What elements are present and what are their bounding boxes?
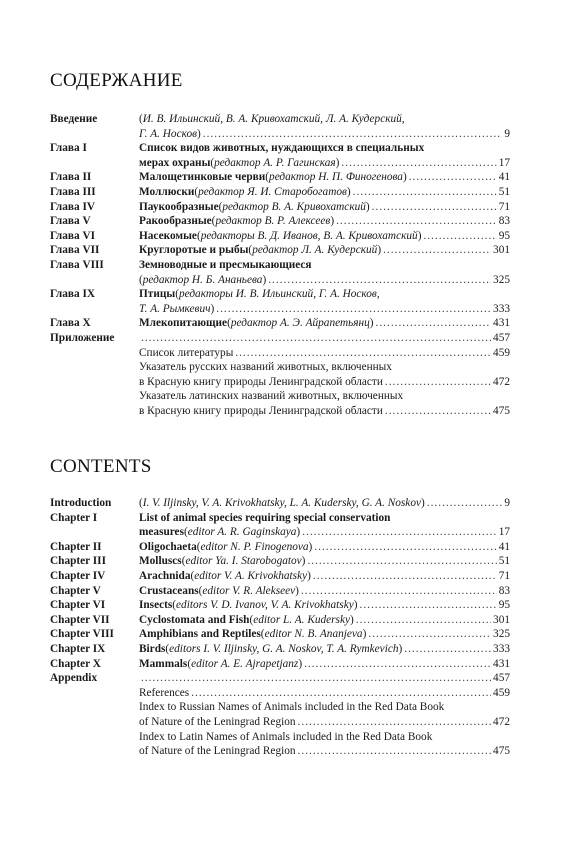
- entry-title: Моллюски: [139, 185, 195, 198]
- toc-entry: [0, 243, 588, 258]
- entry-title: List of animal species requiring special conservation: [139, 511, 391, 524]
- dot-leader: [423, 229, 496, 244]
- entry-text-segment: ): [301, 555, 306, 568]
- page-number: 472: [493, 375, 510, 388]
- toc-russian: [0, 112, 588, 418]
- dot-leader: [216, 302, 491, 317]
- page-number: 83: [498, 584, 510, 597]
- entry-text: [139, 686, 510, 701]
- entry-editor: редактор Н. Б. Ананьева: [142, 273, 263, 286]
- entry-text-segment: (: [183, 526, 188, 539]
- dot-leader: [409, 170, 497, 185]
- entry-text: [139, 584, 510, 599]
- dot-leader: [191, 686, 491, 701]
- chapter-label: Глава IV: [50, 200, 96, 213]
- entry-text-segment: ): [365, 200, 370, 213]
- entry-text-segment: (: [248, 244, 253, 257]
- entry-text-segment: ): [402, 171, 407, 184]
- entry-text: [139, 243, 510, 258]
- entry-text-segment: of Nature of the Leningrad Region: [139, 715, 296, 728]
- toc-entry: [0, 627, 588, 642]
- entry-text: [139, 554, 510, 569]
- chapter-label: Appendix: [50, 672, 98, 685]
- dot-leader: [268, 273, 491, 288]
- chapter-label: Глава V: [50, 215, 91, 228]
- entry-text-segment: ): [417, 229, 422, 242]
- entry-text-segment: (: [165, 642, 170, 655]
- entry-text-segment: (: [227, 317, 231, 330]
- dot-leader: [203, 127, 503, 142]
- page-number: 457: [493, 672, 510, 685]
- entry-text-segment: (: [181, 555, 186, 568]
- entry-editor: editor N. P. Finogenova: [200, 540, 309, 553]
- entry-text: [139, 316, 510, 331]
- entry-text: [139, 360, 510, 375]
- page-number: 9: [504, 497, 510, 509]
- page-number: 301: [493, 244, 510, 257]
- page-number: 475: [493, 404, 510, 417]
- entry-editor: редактор Л. А. Кудерский: [252, 244, 378, 257]
- entry-title: Arachnida: [139, 569, 191, 582]
- entry-editor: редактор А. Р. Гагинская: [214, 156, 336, 169]
- entry-editor: редактор Н. П. Финогенова: [269, 171, 403, 184]
- toc-entry: [0, 642, 588, 657]
- entry-title: measures: [139, 526, 184, 539]
- entry-text: [139, 200, 510, 215]
- page-number: 431: [493, 657, 510, 670]
- dot-leader: [336, 214, 497, 229]
- page-number: 17: [498, 156, 510, 169]
- chapter-label: Chapter X: [50, 657, 101, 670]
- toc-entry: [0, 375, 588, 390]
- entry-text: [139, 331, 510, 346]
- entry-editor: редактор В. Р. Алексеев: [215, 215, 331, 228]
- entry-text: [139, 170, 510, 185]
- entry-text-segment: ): [210, 302, 215, 315]
- dot-leader: [353, 185, 497, 200]
- entry-editor: Т. А. Рымкевич: [139, 302, 211, 315]
- toc-entry: [0, 331, 588, 346]
- entry-text: [139, 346, 510, 361]
- entry-text: [139, 525, 510, 540]
- entry-text: [139, 287, 510, 302]
- page-number: 457: [493, 331, 510, 344]
- entry-text-segment: (: [194, 185, 199, 198]
- entry-text-segment: ): [308, 540, 313, 553]
- entry-editor: editors V. D. Ivanov, V. A. Krivokhatsky: [176, 599, 354, 612]
- toc-entry: [0, 569, 588, 584]
- chapter-label: Chapter VII: [50, 613, 110, 626]
- entry-title: Cyclostomata and Fish: [139, 613, 250, 626]
- entry-editor: И. В. Ильинский, В. А. Кривохатский, Л. А. Кудерский,: [142, 113, 405, 125]
- chapter-label: Глава I: [50, 142, 87, 155]
- dot-leader: [301, 584, 497, 599]
- page-number: 475: [493, 745, 510, 758]
- chapter-label: Введение: [50, 113, 98, 125]
- dot-leader: [313, 569, 497, 584]
- chapter-label: Chapter I: [50, 511, 98, 524]
- entry-text-segment: (: [198, 584, 203, 597]
- entry-text-segment: ): [296, 526, 301, 539]
- entry-text-segment: (: [139, 497, 143, 509]
- entry-text: [139, 258, 510, 273]
- page-number: 301: [493, 613, 510, 626]
- dot-leader: [404, 642, 491, 657]
- entry-text-segment: (: [218, 200, 223, 213]
- entry-text-segment: ): [298, 657, 303, 670]
- entry-text: [139, 598, 510, 613]
- dot-leader: [235, 346, 491, 361]
- toc-entry: [0, 214, 588, 229]
- page-number: 325: [493, 628, 510, 641]
- chapter-label: Глава VI: [50, 229, 96, 242]
- entry-editor: I. V. Iljinsky, V. A. Krivokhatsky, L. A. Kudersky, G. A. Noskov: [142, 497, 421, 509]
- entry-text-segment: ): [262, 273, 267, 286]
- entry-editor: редактор В. А. Кривохатский: [222, 200, 366, 213]
- chapter-label: Глава VII: [50, 244, 100, 257]
- entry-text-segment: (: [139, 113, 143, 125]
- entry-text: [139, 613, 510, 628]
- dot-leader: [298, 744, 492, 759]
- toc-entry: [0, 141, 588, 156]
- dot-leader: [385, 375, 491, 390]
- entry-text-segment: ): [377, 244, 382, 257]
- entry-editor: editor V. A. Krivokhatsky: [194, 569, 308, 582]
- page-number: 41: [498, 171, 510, 184]
- entry-text: [139, 657, 510, 672]
- dot-leader: [141, 671, 491, 686]
- entry-text-segment: ): [307, 569, 311, 582]
- chapter-label: Chapter V: [50, 584, 101, 597]
- toc-entry: [0, 554, 588, 569]
- chapter-label: Chapter III: [50, 555, 106, 568]
- toc-entry: [0, 404, 588, 419]
- entry-text: [139, 715, 510, 730]
- entry-title: Земноводные и пресмыкающиеся: [139, 258, 312, 271]
- toc-entry: [0, 715, 588, 730]
- entry-text: [139, 744, 510, 759]
- chapter-label: Глава IX: [50, 288, 96, 301]
- entry-text-segment: ): [398, 642, 403, 655]
- toc-heading-english: CONTENTS: [50, 456, 152, 477]
- entry-text-segment: (: [196, 229, 201, 242]
- page-number: 95: [498, 229, 510, 242]
- entry-editor: editor A. R. Gaginskaya: [187, 526, 297, 539]
- page-number: 325: [493, 273, 510, 286]
- chapter-label: Chapter VIII: [50, 628, 114, 641]
- toc-entry: [0, 671, 588, 686]
- page-number: 83: [498, 215, 510, 228]
- dot-leader: [341, 156, 496, 171]
- entry-editor: редактор А. Э. Айрапетьянц: [230, 317, 370, 330]
- entry-text: [139, 375, 510, 390]
- chapter-label: Глава II: [50, 171, 92, 184]
- page-number: 333: [493, 302, 510, 315]
- entry-title: Mammals: [139, 657, 188, 670]
- entry-text: [139, 540, 510, 555]
- toc-entry: [0, 730, 588, 745]
- toc-entry: [0, 112, 588, 127]
- toc-entry: [0, 700, 588, 715]
- entry-title: Insects: [139, 599, 173, 612]
- toc-entry: [0, 127, 588, 142]
- toc-entry: [0, 540, 588, 555]
- dot-leader: [304, 657, 491, 672]
- entry-text: [139, 627, 510, 642]
- chapter-label: Глава VIII: [50, 258, 104, 271]
- toc-entry: [0, 185, 588, 200]
- toc-entry: [0, 302, 588, 317]
- entry-text-segment: в Красную книгу природы Ленинградской области: [139, 404, 383, 417]
- toc-entry: [0, 657, 588, 672]
- page-number: 71: [498, 569, 510, 582]
- entry-text-segment: ): [421, 497, 425, 509]
- entry-text: [139, 141, 510, 156]
- toc-entry: [0, 316, 588, 331]
- entry-text: [139, 112, 510, 127]
- entry-text: [139, 404, 510, 419]
- entry-editor: редакторы В. Д. Иванов, В. А. Кривохатский: [200, 229, 418, 242]
- entry-text: [139, 229, 510, 244]
- entry-editor: редактор Я. И. Старобогатов: [198, 185, 347, 198]
- chapter-label: Introduction: [50, 497, 112, 509]
- entry-text-segment: в Красную книгу природы Ленинградской области: [139, 375, 383, 388]
- toc-entry: [0, 200, 588, 215]
- toc-entry: [0, 584, 588, 599]
- toc-entry: [0, 346, 588, 361]
- entry-text: [139, 671, 510, 686]
- entry-text: [139, 214, 510, 229]
- page-number: 71: [498, 200, 510, 213]
- toc-entry: [0, 511, 588, 526]
- chapter-label: Chapter IV: [50, 569, 106, 582]
- toc-entry: [0, 496, 588, 511]
- entry-text: [139, 730, 510, 745]
- dot-leader: [356, 613, 491, 628]
- toc-entry: [0, 360, 588, 375]
- chapter-label: Chapter IX: [50, 642, 106, 655]
- entry-text-segment: ): [353, 599, 358, 612]
- dot-leader: [141, 331, 491, 346]
- chapter-label: Глава X: [50, 317, 91, 330]
- entry-text-segment: ): [369, 317, 374, 330]
- page-number: 9: [504, 127, 510, 140]
- entry-text-segment: (: [196, 540, 201, 553]
- entry-text: [139, 389, 510, 404]
- entry-title: Млекопитающие: [139, 317, 228, 330]
- toc-entry: [0, 744, 588, 759]
- dot-leader: [302, 525, 497, 540]
- entry-title: Птицы: [139, 288, 176, 301]
- page-number: 17: [498, 526, 510, 539]
- dot-leader: [368, 627, 491, 642]
- entry-text-segment: (: [210, 156, 215, 169]
- entry-text-segment: (: [260, 628, 265, 641]
- entry-text-segment: ): [330, 215, 335, 228]
- toc-entry: [0, 686, 588, 701]
- page-number: 459: [493, 686, 510, 699]
- dot-leader: [314, 540, 496, 555]
- entry-text-segment: References: [139, 686, 190, 699]
- entry-text-segment: (: [139, 273, 143, 286]
- toc-entry: [0, 613, 588, 628]
- toc-entry: [0, 273, 588, 288]
- entry-text-segment: Index to Latin Names of Animals included in the Red Data Book: [139, 730, 433, 743]
- toc-entry: [0, 525, 588, 540]
- entry-text-segment: (: [172, 599, 177, 612]
- entry-text-segment: Указатель русских названий животных, включенных: [139, 361, 392, 374]
- entry-text-segment: Список литературы: [139, 346, 234, 359]
- entry-editor: Г. А. Носков: [139, 127, 198, 140]
- dot-leader: [307, 554, 496, 569]
- entry-text: [139, 642, 510, 657]
- page-number: 51: [498, 555, 510, 568]
- toc-entry: [0, 156, 588, 171]
- entry-title: мерах охраны: [139, 156, 211, 169]
- toc-english: [0, 496, 588, 759]
- entry-text-segment: (: [190, 569, 195, 582]
- entry-text: [139, 156, 510, 171]
- page-number: 431: [493, 317, 510, 330]
- entry-text-segment: ): [346, 185, 351, 198]
- entry-text: [139, 511, 510, 526]
- entry-text-segment: ): [362, 628, 367, 641]
- entry-title: Список видов животных, нуждающихся в специальных: [139, 142, 425, 155]
- entry-text-segment: ): [335, 156, 340, 169]
- entry-text: [139, 273, 510, 288]
- page-number: 459: [493, 346, 510, 359]
- dot-leader: [298, 715, 492, 730]
- entry-editor: редакторы И. В. Ильинский, Г. А. Носков,: [178, 288, 380, 301]
- toc-heading-russian: СОДЕРЖАНИЕ: [50, 70, 183, 91]
- toc-entry: [0, 258, 588, 273]
- dot-leader: [360, 598, 497, 613]
- entry-text-segment: of Nature of the Leningrad Region: [139, 745, 296, 758]
- entry-title: Ракообразные: [139, 215, 212, 228]
- entry-title: Crustaceans: [139, 584, 199, 597]
- entry-editor: editor V. R. Alekseev: [202, 584, 296, 597]
- entry-title: Паукообразные: [139, 200, 219, 213]
- entry-title: Molluscs: [139, 555, 182, 568]
- entry-editor: editor N. B. Ananjeva: [264, 628, 363, 641]
- entry-title: Круглоротые и рыбы: [139, 244, 249, 257]
- toc-entry: [0, 170, 588, 185]
- entry-editor: editor L. A. Kudersky: [253, 613, 350, 626]
- entry-text-segment: Указатель латинских названий животных, включенных: [139, 390, 404, 403]
- entry-text: [139, 569, 510, 584]
- chapter-label: Chapter VI: [50, 599, 106, 612]
- entry-text: [139, 302, 510, 317]
- entry-title: Amphibians and Reptiles: [139, 628, 261, 641]
- entry-title: Oligochaeta: [139, 540, 197, 553]
- entry-text-segment: (: [211, 215, 216, 228]
- entry-text-segment: (: [249, 613, 254, 626]
- toc-entry: [0, 389, 588, 404]
- entry-editor: editors I. V. Iljinsky, G. A. Noskov, T. A. Rymkevich: [169, 642, 399, 655]
- chapter-label: Приложение: [50, 331, 115, 344]
- toc-entry: [0, 287, 588, 302]
- entry-text-segment: (: [175, 288, 179, 301]
- chapter-label: Глава III: [50, 185, 96, 198]
- entry-text-segment: ): [197, 127, 201, 140]
- chapter-label: Chapter II: [50, 540, 102, 553]
- page-number: 472: [493, 715, 510, 728]
- entry-title: Малощетинковые черви: [139, 171, 266, 184]
- dot-leader: [385, 404, 491, 419]
- entry-text-segment: ): [350, 613, 354, 626]
- dot-leader: [372, 200, 497, 215]
- entry-title: Насекомые: [139, 229, 197, 242]
- entry-text-segment: ): [295, 584, 299, 597]
- toc-entry: [0, 229, 588, 244]
- entry-text-segment: Index to Russian Names of Animals included in the Red Data Book: [139, 701, 445, 714]
- page-number: 41: [498, 540, 510, 553]
- entry-editor: editor Ya. I. Starobogatov: [185, 555, 302, 568]
- entry-text: [139, 185, 510, 200]
- entry-text: [139, 496, 510, 511]
- toc-entry: [0, 598, 588, 613]
- dot-leader: [383, 243, 491, 258]
- dot-leader: [376, 316, 492, 331]
- entry-text-segment: (: [187, 657, 192, 670]
- page-number: 333: [493, 642, 510, 655]
- entry-title: Birds: [139, 642, 166, 655]
- entry-editor: editor A. E. Ajrapetjanz: [191, 657, 299, 670]
- entry-text-segment: (: [265, 171, 270, 184]
- page-number: 51: [498, 185, 510, 198]
- page-number: 95: [498, 599, 510, 612]
- entry-text: [139, 700, 510, 715]
- entry-text: [139, 127, 510, 142]
- dot-leader: [427, 496, 503, 511]
